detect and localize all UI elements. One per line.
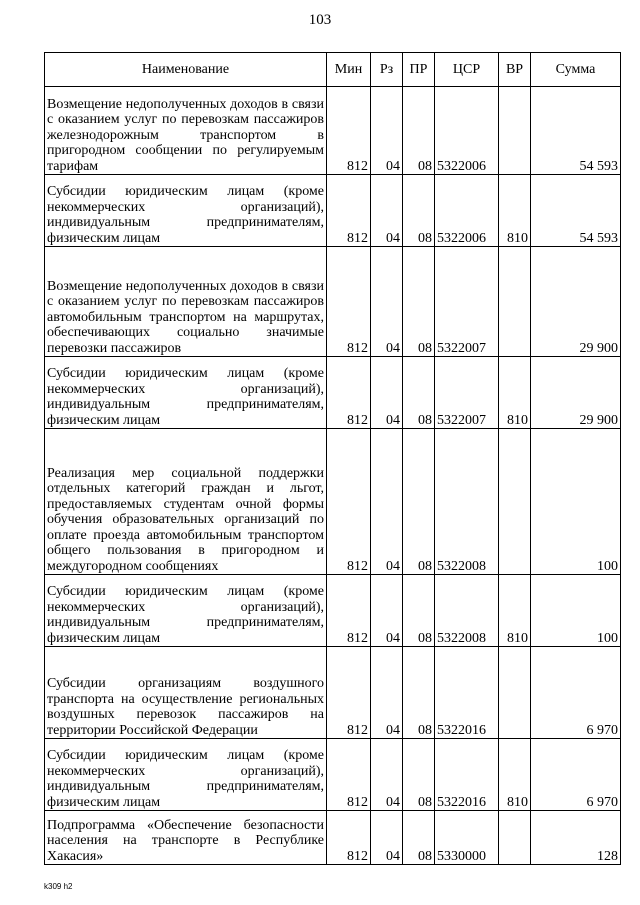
row-sum: 100 bbox=[531, 429, 621, 575]
row-csr: 5322008 bbox=[435, 575, 499, 647]
row-sum: 100 bbox=[531, 575, 621, 647]
row-csr: 5322007 bbox=[435, 357, 499, 429]
row-csr: 5322016 bbox=[435, 647, 499, 739]
row-vr bbox=[499, 429, 531, 575]
header-pr: ПР bbox=[403, 53, 435, 87]
row-pr: 08 bbox=[403, 575, 435, 647]
row-rz: 04 bbox=[371, 87, 403, 175]
row-min: 812 bbox=[327, 739, 371, 811]
table-row bbox=[45, 357, 621, 429]
table-row bbox=[45, 87, 621, 175]
header-csr: ЦСР bbox=[435, 53, 499, 87]
row-vr: 810 bbox=[499, 575, 531, 647]
row-sum: 6 970 bbox=[531, 647, 621, 739]
row-pr: 08 bbox=[403, 429, 435, 575]
row-name: Реализация мер социальной поддержки отдельных категорий граждан и льгот, предоставляемых студентам очной формы обучения образовательных организаций по оплате проезда автомобильным транспортом общего пользования в пригородном и междугородном сообщениях bbox=[45, 429, 327, 575]
table-row bbox=[45, 811, 621, 865]
row-min: 812 bbox=[327, 575, 371, 647]
row-vr: 810 bbox=[499, 739, 531, 811]
row-sum: 54 593 bbox=[531, 175, 621, 247]
row-rz: 04 bbox=[371, 247, 403, 357]
header-vr: ВР bbox=[499, 53, 531, 87]
row-name: Субсидии юридическим лицам (кроме некоммерческих организаций), индивидуальным предпринимателям, физическим лицам bbox=[45, 575, 327, 647]
row-min: 812 bbox=[327, 247, 371, 357]
row-pr: 08 bbox=[403, 87, 435, 175]
header-min: Мин bbox=[327, 53, 371, 87]
row-rz: 04 bbox=[371, 811, 403, 865]
row-sum: 54 593 bbox=[531, 87, 621, 175]
row-name: Возмещение недополученных доходов в связи с оказанием услуг по перевозкам пассажиров автомобильным транспортом на маршрутах, обеспечивающих социально значимые перевозки пассажиров bbox=[45, 247, 327, 357]
row-name: Подпрограмма «Обеспечение безопасности населения на транспорте в Республике Хакасия» bbox=[45, 811, 327, 865]
table-row bbox=[45, 247, 621, 357]
row-vr bbox=[499, 811, 531, 865]
row-pr: 08 bbox=[403, 811, 435, 865]
row-rz: 04 bbox=[371, 647, 403, 739]
row-csr: 5322008 bbox=[435, 429, 499, 575]
row-csr: 5322016 bbox=[435, 739, 499, 811]
row-min: 812 bbox=[327, 357, 371, 429]
row-rz: 04 bbox=[371, 357, 403, 429]
table-row bbox=[45, 647, 621, 739]
table-header-row bbox=[45, 53, 621, 87]
row-pr: 08 bbox=[403, 647, 435, 739]
row-rz: 04 bbox=[371, 739, 403, 811]
row-pr: 08 bbox=[403, 357, 435, 429]
row-sum: 29 900 bbox=[531, 357, 621, 429]
row-csr: 5322006 bbox=[435, 175, 499, 247]
row-sum: 128 bbox=[531, 811, 621, 865]
row-name: Субсидии юридическим лицам (кроме некоммерческих организаций), индивидуальным предпринимателям, физическим лицам bbox=[45, 175, 327, 247]
row-csr: 5322006 bbox=[435, 87, 499, 175]
budget-table bbox=[44, 52, 621, 865]
row-min: 812 bbox=[327, 87, 371, 175]
row-csr: 5330000 bbox=[435, 811, 499, 865]
row-sum: 29 900 bbox=[531, 247, 621, 357]
row-vr: 810 bbox=[499, 357, 531, 429]
row-csr: 5322007 bbox=[435, 247, 499, 357]
row-min: 812 bbox=[327, 175, 371, 247]
row-name: Возмещение недополученных доходов в связи с оказанием услуг по перевозкам пассажиров железнодорожным транспортом в пригородном сообщении по регулируемым тарифам bbox=[45, 87, 327, 175]
header-sum: Сумма bbox=[531, 53, 621, 87]
row-vr bbox=[499, 647, 531, 739]
row-min: 812 bbox=[327, 647, 371, 739]
row-rz: 04 bbox=[371, 175, 403, 247]
table-row bbox=[45, 429, 621, 575]
row-min: 812 bbox=[327, 429, 371, 575]
row-vr bbox=[499, 87, 531, 175]
row-name: Субсидии организациям воздушного транспорта на осуществление региональных воздушных перевозок пассажиров на территории Российской Федерации bbox=[45, 647, 327, 739]
row-rz: 04 bbox=[371, 575, 403, 647]
row-pr: 08 bbox=[403, 247, 435, 357]
row-min: 812 bbox=[327, 811, 371, 865]
footer-code: k309 h2 bbox=[44, 882, 73, 891]
row-vr: 810 bbox=[499, 175, 531, 247]
row-rz: 04 bbox=[371, 429, 403, 575]
row-pr: 08 bbox=[403, 739, 435, 811]
table-row bbox=[45, 175, 621, 247]
table-row bbox=[45, 575, 621, 647]
row-name: Субсидии юридическим лицам (кроме некоммерческих организаций), индивидуальным предпринимателям, физическим лицам bbox=[45, 739, 327, 811]
row-sum: 6 970 bbox=[531, 739, 621, 811]
row-vr bbox=[499, 247, 531, 357]
page-number: 103 bbox=[308, 12, 332, 28]
row-name: Субсидии юридическим лицам (кроме некоммерческих организаций), индивидуальным предпринимателям, физическим лицам bbox=[45, 357, 327, 429]
row-pr: 08 bbox=[403, 175, 435, 247]
table-row bbox=[45, 739, 621, 811]
header-rz: Рз bbox=[371, 53, 403, 87]
header-name: Наименование bbox=[45, 53, 327, 87]
